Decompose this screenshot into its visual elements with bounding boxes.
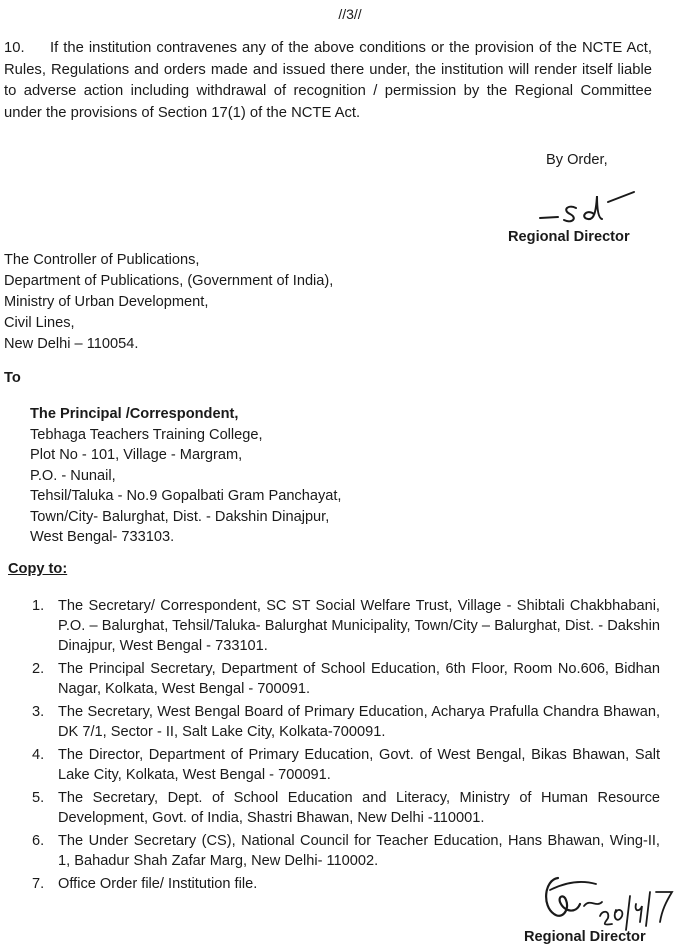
list-item	[32, 702, 660, 742]
list-item-number: 4.	[32, 747, 45, 764]
address-line: The Controller of Publications,	[4, 252, 200, 268]
handwritten-signature-with-date	[536, 866, 676, 932]
list-item-number: 1.	[32, 598, 45, 614]
paragraph-number: 10.	[4, 40, 25, 56]
list-item	[32, 788, 660, 828]
list-item-number: 6.	[32, 833, 45, 850]
regional-director-title-footer: Regional Director	[524, 929, 646, 945]
address-line: Civil Lines,	[4, 315, 75, 331]
copy-to-list	[32, 596, 660, 897]
by-order-text: By Order,	[546, 152, 608, 168]
list-item-text: The Secretary/ Correspondent, SC ST Social Welfare Trust, Village - Shibtali Chakbhabani, P.O. – Balurghat, Tehsil/Taluka- Balurghat Municipality, Town/City – Balurghat, Dist. - Dakshin Dinajpur, West Bengal - 733101.	[58, 598, 660, 655]
recipient-address-block	[30, 404, 341, 548]
address-line: Department of Publications, (Government of India),	[4, 273, 334, 289]
list-item	[32, 659, 660, 699]
publication-address-block	[4, 250, 333, 355]
list-item-text: The Secretary, West Bengal Board of Primary Education, Acharya Prafulla Chandra Bhawan, DK 7/1, Sector - II, Salt Lake City, Kolkata-700091.	[58, 704, 660, 741]
recipient-line: Plot No - 101, Village - Margram,	[30, 447, 243, 463]
list-item-text: The Secretary, Dept. of School Education and Literacy, Ministry of Human Resource Development, Govt. of India, Shastri Bhawan, New Delhi -110001.	[58, 790, 660, 827]
address-line: Ministry of Urban Development,	[4, 294, 209, 310]
list-item-number: 2.	[32, 661, 45, 678]
list-item	[32, 745, 660, 785]
paragraph-text: If the institution contravenes any of the above conditions or the provision of the NCTE Act, Rules, Regulations and orders made and issued there under, the institution will render itself liable to adverse action including withdrawal of recognition / permission by the Regional Committee under the provisions of Section 17(1) of the NCTE Act.	[4, 40, 652, 121]
list-item-text: The Principal Secretary, Department of School Education, 6th Floor, Room No.606, Bidhan Nagar, Kolkata, West Bengal - 700091.	[58, 661, 660, 698]
recipient-line: West Bengal- 733103.	[30, 529, 175, 545]
recipient-line: Town/City- Balurghat, Dist. - Dakshin Dinajpur,	[30, 508, 330, 525]
address-line: New Delhi – 110054.	[4, 336, 139, 352]
page-number: //3//	[338, 6, 362, 22]
list-item-text: Office Order file/ Institution file.	[58, 876, 258, 893]
condition-paragraph	[4, 38, 652, 124]
recipient-line: The Principal /Correspondent,	[30, 406, 239, 422]
list-item	[32, 596, 660, 657]
list-item-number: 5.	[32, 790, 45, 807]
recipient-line: P.O. - Nunail,	[30, 467, 116, 484]
to-label: To	[4, 370, 21, 386]
list-item-text: The Director, Department of Primary Education, Govt. of West Bengal, Bikas Bhawan, Salt Lake City, Kolkata, West Bengal - 700091.	[58, 747, 660, 784]
regional-director-title: Regional Director	[508, 229, 630, 245]
recipient-line: Tebhaga Teachers Training College,	[30, 426, 263, 443]
list-item-text: The Under Secretary (CS), National Council for Teacher Education, Hans Bhawan, Wing-II, 1, Bahadur Shah Zafar Marg, New Delhi- 110002.	[58, 833, 660, 870]
list-item-number: 3.	[32, 704, 45, 721]
handwritten-sd-signature	[536, 186, 646, 232]
recipient-line: Tehsil/Taluka - No.9 Gopalbati Gram Panchayat,	[30, 488, 342, 504]
copy-to-label: Copy to:	[8, 561, 68, 577]
list-item-number: 7.	[32, 876, 45, 893]
